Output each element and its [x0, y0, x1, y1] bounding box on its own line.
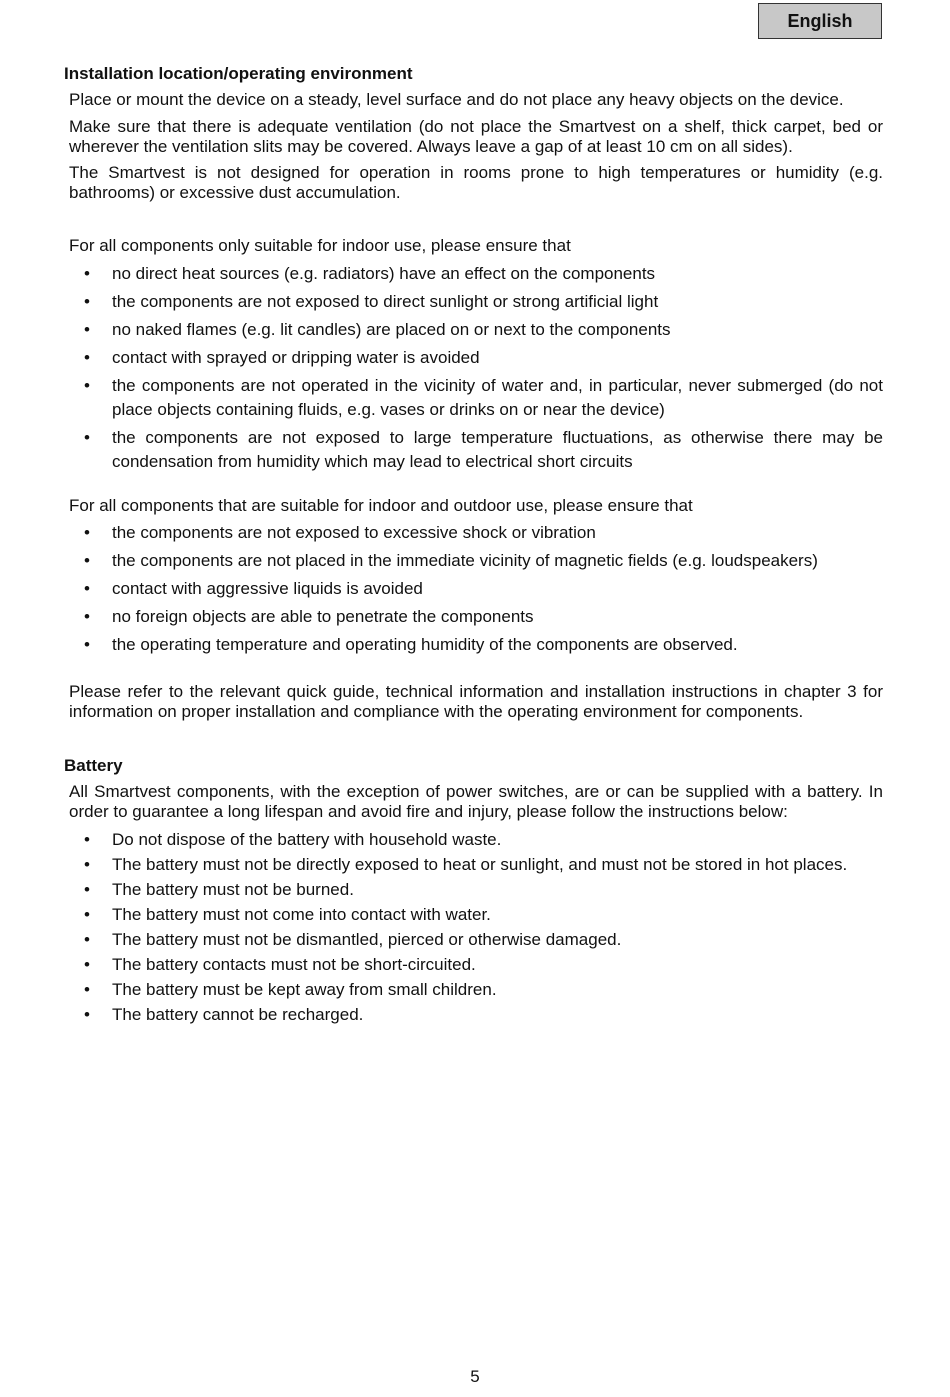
- outdoor-intro: For all components that are suitable for indoor and outdoor use, please ensure that: [69, 496, 693, 515]
- language-label: English: [758, 3, 882, 39]
- list-item: • no direct heat sources (e.g. radiators) have an effect on the components: [69, 262, 883, 286]
- list-item: • Do not dispose of the battery with household waste.: [69, 828, 883, 852]
- bullet-icon: •: [84, 635, 90, 654]
- battery-list: [69, 828, 883, 1028]
- list-item: • The battery must be kept away from small children.: [69, 978, 883, 1002]
- bullet-icon: •: [84, 980, 90, 999]
- list-item: • the operating temperature and operating humidity of the components are observed.: [69, 633, 883, 657]
- list-item: • The battery must not be burned.: [69, 878, 883, 902]
- bullet-icon: •: [84, 264, 90, 283]
- bullet-icon: •: [84, 523, 90, 542]
- bullet-icon: •: [84, 830, 90, 849]
- bullet-icon: •: [84, 579, 90, 598]
- indoor-intro: For all components only suitable for indoor use, please ensure that: [69, 236, 571, 255]
- bullet-icon: •: [84, 905, 90, 924]
- bullet-icon: •: [84, 930, 90, 949]
- bullet-icon: •: [84, 880, 90, 899]
- installation-paragraph-1: Place or mount the device on a steady, level surface and do not place any heavy objects on the device.: [69, 90, 844, 109]
- list-item: • The battery must not be directly exposed to heat or sunlight, and must not be stored in hot places.: [69, 853, 883, 877]
- installation-heading: Installation location/operating environment: [64, 64, 413, 83]
- battery-heading: Battery: [64, 756, 123, 775]
- list-item: • contact with sprayed or dripping water is avoided: [69, 346, 883, 370]
- list-item: • no foreign objects are able to penetrate the components: [69, 605, 883, 629]
- bullet-icon: •: [84, 376, 90, 395]
- list-item: • the components are not placed in the immediate vicinity of magnetic fields (e.g. loudspeakers): [69, 549, 883, 573]
- bullet-icon: •: [84, 348, 90, 367]
- list-item: • the components are not exposed to excessive shock or vibration: [69, 521, 883, 545]
- bullet-icon: •: [84, 428, 90, 447]
- list-item: • contact with aggressive liquids is avoided: [69, 577, 883, 601]
- bullet-icon: •: [84, 292, 90, 311]
- list-item: • The battery contacts must not be short-circuited.: [69, 953, 883, 977]
- bullet-icon: •: [84, 855, 90, 874]
- list-item: • the components are not exposed to direct sunlight or strong artificial light: [69, 290, 883, 314]
- bullet-icon: •: [84, 607, 90, 626]
- bullet-icon: •: [84, 551, 90, 570]
- refer-paragraph: Please refer to the relevant quick guide, technical information and installation instructions in chapter 3 for information on proper installation and compliance with the operating environment for components.: [69, 682, 883, 722]
- outdoor-list: [69, 521, 883, 661]
- list-item: • the components are not operated in the vicinity of water and, in particular, never submerged (do not place objects containing fluids, e.g. vases or drinks on or near the device): [69, 374, 883, 422]
- installation-paragraph-3: The Smartvest is not designed for operation in rooms prone to high temperatures or humidity (e.g. bathrooms) or excessive dust accumulation.: [69, 163, 883, 203]
- list-item: • The battery cannot be recharged.: [69, 1003, 883, 1027]
- bullet-icon: •: [84, 1005, 90, 1024]
- page-number: 5: [470, 1367, 480, 1386]
- list-item: • no naked flames (e.g. lit candles) are placed on or next to the components: [69, 318, 883, 342]
- bullet-icon: •: [84, 320, 90, 339]
- indoor-list: [69, 262, 883, 478]
- list-item: • The battery must not be dismantled, pierced or otherwise damaged.: [69, 928, 883, 952]
- list-item: • The battery must not come into contact with water.: [69, 903, 883, 927]
- bullet-icon: •: [84, 955, 90, 974]
- installation-paragraph-2: Make sure that there is adequate ventilation (do not place the Smartvest on a shelf, thick carpet, bed or wherever the ventilation slits may be covered. Always leave a gap of at least 10 cm on all sides).: [69, 117, 883, 157]
- list-item: • the components are not exposed to large temperature fluctuations, as otherwise there may be condensation from humidity which may lead to electrical short circuits: [69, 426, 883, 474]
- battery-intro: All Smartvest components, with the exception of power switches, are or can be supplied with a battery. In order to guarantee a long lifespan and avoid fire and injury, please follow the instructions below:: [69, 782, 883, 822]
